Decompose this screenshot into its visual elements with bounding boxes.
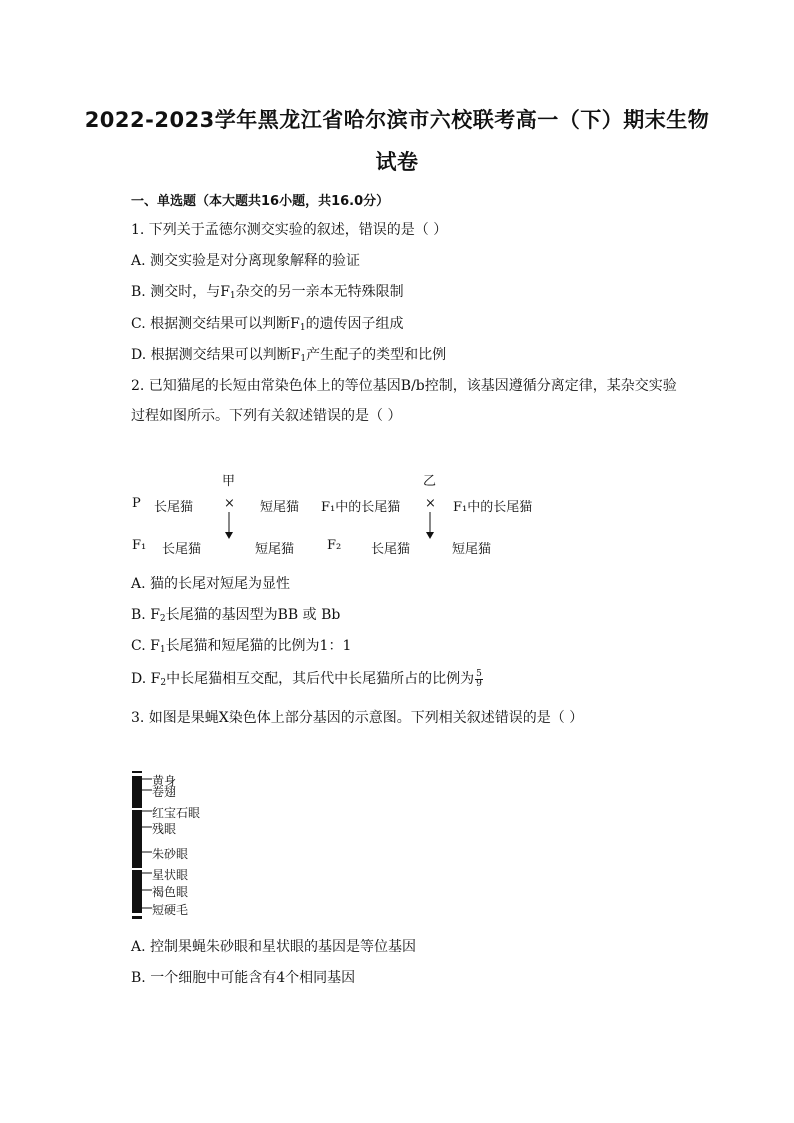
gene-label: 红宝石眼 [152, 806, 201, 820]
q1-option-b [131, 281, 404, 301]
f2-long-tail: 长尾猫 [371, 542, 411, 557]
q2-option-d-pre: D. F [131, 671, 161, 687]
q2-option-a: A. 猫的长尾对短尾为显性 [131, 576, 291, 592]
q1-option-d-post: 产生配子的类型和比例 [306, 347, 447, 363]
q3-stem: 3. 如图是果蝇X染色体上部分基因的示意图。下列相关叙述错误的是（ ） [131, 710, 584, 726]
q2-option-b-sub: 2 [159, 614, 166, 624]
q1-option-c-pre: C. 根据测交结果可以判断F [131, 316, 300, 332]
q1-option-c-sub: 1 [299, 323, 306, 333]
fraction [475, 670, 483, 689]
q2-stem-line2: 过程如图所示。下列有关叙述错误的是（ ） [131, 408, 402, 424]
q2-option-b-pre: B. F [131, 607, 160, 623]
q1-option-d-pre: D. 根据测交结果可以判断F [131, 347, 301, 363]
arrow-down-icon [423, 512, 437, 540]
f1-long-tail-right: F₁中的长尾猫 [453, 500, 533, 515]
fraction-numerator: 5 [476, 668, 482, 679]
q2-option-d-post: 中长尾猫相互交配，其后代中长尾猫所占的比例为 [166, 671, 475, 687]
q1-option-a: A. 测交实验是对分离现象解释的验证 [131, 253, 361, 269]
gene-label: 朱砂眼 [152, 847, 189, 861]
q2-option-b [131, 604, 340, 624]
gene-label: 星状眼 [152, 868, 189, 882]
q2-option-c-pre: C. F [131, 638, 160, 654]
label-jia: 甲 [222, 474, 236, 489]
generation-f2: F₂ [327, 538, 342, 553]
q1-option-b-pre: B. 测交时，与F [131, 284, 230, 300]
gene-label: 褐色眼 [152, 885, 189, 899]
q2-option-c-sub: 1 [159, 645, 166, 655]
section-header: 一、单选题（本大题共16小题，共16.0分） [131, 194, 390, 209]
label-yi: 乙 [423, 474, 437, 489]
q2-option-d-sub: 2 [160, 678, 167, 688]
q2-option-b-post: 长尾猫的基因型为BB 或 Bb [165, 607, 341, 623]
cross-symbol-1: × [224, 496, 235, 511]
gene-label: 短硬毛 [152, 903, 189, 917]
q1-option-d [131, 344, 446, 364]
f2-short-tail: 短尾猫 [452, 542, 492, 557]
p-short-tail: 短尾猫 [260, 500, 300, 515]
q1-option-c [131, 313, 404, 333]
gene-label: 残眼 [152, 822, 177, 836]
q2-option-c [131, 635, 351, 655]
cross-symbol-2: × [425, 496, 436, 511]
gene-label: 卷翅 [152, 785, 177, 799]
q2-option-c-post: 长尾猫和短尾猫的比例为1：1 [165, 638, 352, 654]
q1-option-b-post: 杂交的另一亲本无特殊限制 [235, 284, 404, 300]
q1-option-d-sub: 1 [300, 354, 307, 364]
q3-option-a: A. 控制果蝇朱砂眼和星状眼的基因是等位基因 [131, 939, 417, 955]
q3-option-b: B. 一个细胞中可能含有4个相同基因 [131, 970, 356, 986]
p-long-tail: 长尾猫 [154, 500, 194, 515]
generation-f1: F₁ [132, 538, 147, 553]
q1-option-b-sub: 1 [229, 291, 236, 301]
q2-option-d [131, 668, 483, 689]
q1-option-c-post: 的遗传因子组成 [305, 316, 404, 332]
q1-stem: 1. 下列关于孟德尔测交实验的叙述，错误的是（ ） [131, 222, 448, 238]
generation-p: P [132, 496, 141, 511]
arrow-down-icon [222, 512, 236, 540]
f1-long-tail: 长尾猫 [162, 542, 202, 557]
gene-label: 黄身 [152, 774, 177, 788]
q2-stem-line1: 2. 已知猫尾的长短由常染色体上的等位基因B/b控制，该基因遵循分离定律，某杂交实验 [131, 378, 677, 394]
f1-long-tail-left: F₁中的长尾猫 [321, 500, 401, 515]
f1-short-tail: 短尾猫 [255, 542, 295, 557]
exam-title-line2: 试卷 [375, 150, 419, 174]
fraction-denominator: 9 [476, 678, 482, 689]
exam-title-line1: 2022-2023学年黑龙江省哈尔滨市六校联考高一（下）期末生物 [84, 108, 710, 132]
